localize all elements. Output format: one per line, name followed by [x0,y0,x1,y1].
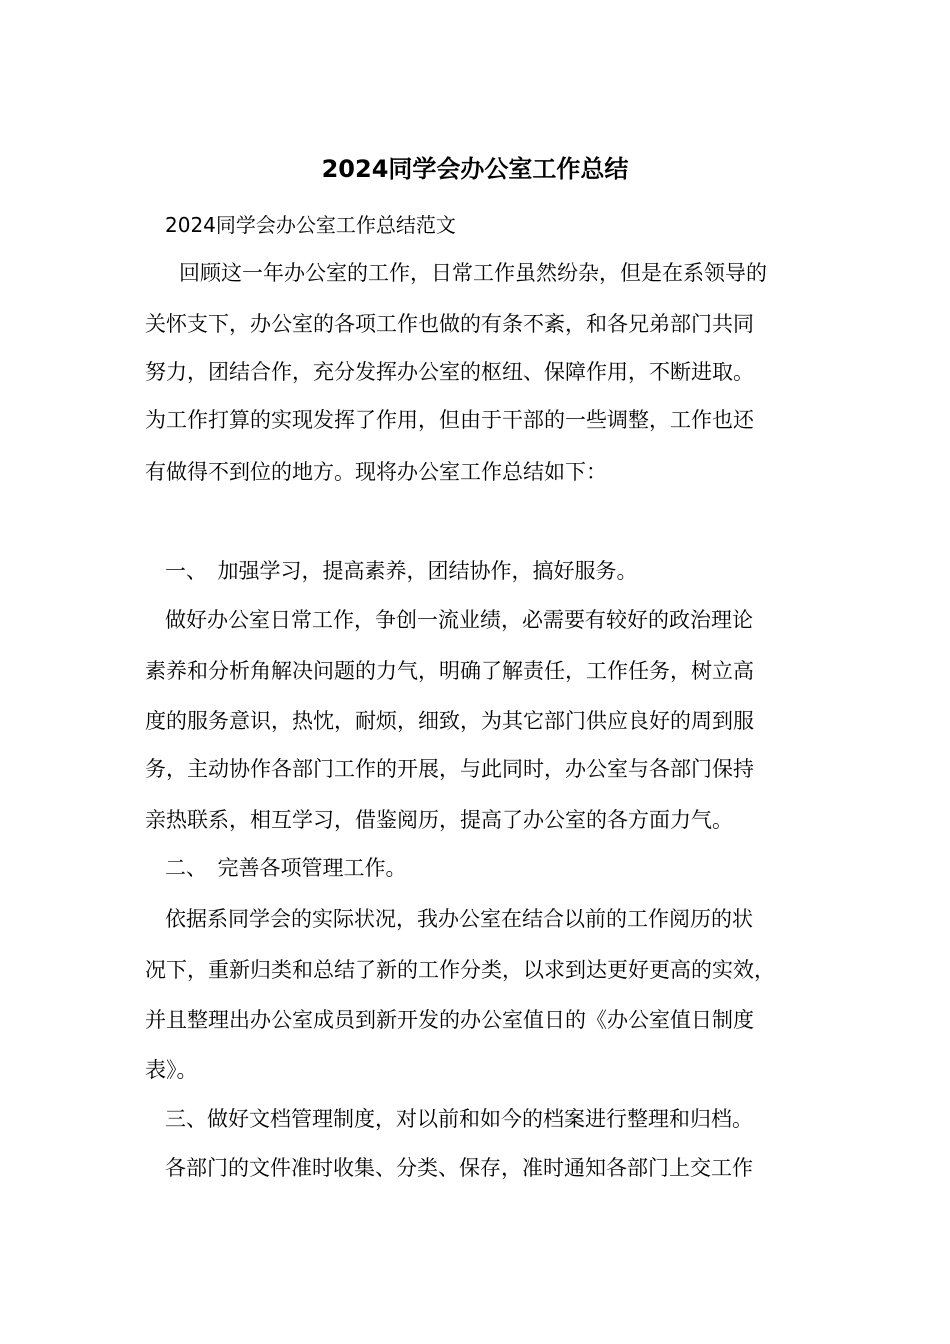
paragraph-line: 务，主动协作各部门工作的开展，与此同时，办公室与各部门保持 [145,757,754,781]
paragraph-line: 为工作打算的实现发挥了作用，但由于干部的一些调整，工作也还 [145,408,754,432]
section-heading-3: 三、做好文档管理制度，对以前和如今的档案进行整理和归档。 [165,1107,753,1131]
paragraph-line: 素养和分析角解决问题的力气，明确了解责任，工作任务，树立高 [145,659,754,683]
paragraph-line: 努力，团结合作，充分发挥办公室的枢纽、保障作用，不断进取。 [145,360,754,384]
paragraph-line: 亲热联系，相互学习，借鉴阅历，提高了办公室的各方面力气。 [145,808,733,832]
paragraph-line: 度的服务意识，热忱，耐烦，细致，为其它部门供应良好的周到服 [145,709,754,733]
paragraph-line: 并且整理出办公室成员到新开发的办公室值日的《办公室值日制度 [145,1008,754,1032]
section-heading-1: 一、 加强学习，提高素养，团结协作，搞好服务。 [165,559,638,583]
paragraph-line: 各部门的文件准时收集、分类、保存，准时通知各部门上交工作 [165,1156,753,1180]
section-heading-2: 二、 完善各项管理工作。 [165,856,407,880]
paragraph-line: 表》。 [145,1058,198,1082]
paragraph-line: 况下，重新归类和总结了新的工作分类，以求到达更好更高的实效， [145,958,775,982]
document-title: 2024同学会办公室工作总结 [321,155,629,183]
paragraph-line: 有做得不到位的地方。现将办公室工作总结如下： [145,460,607,484]
paragraph-line: 做好办公室日常工作，争创一流业绩，必需要有较好的政治理论 [165,608,753,632]
paragraph-line: 关怀支下，办公室的各项工作也做的有条不紊，和各兄弟部门共同 [145,312,754,336]
paragraph-line: 回顾这一年办公室的工作，日常工作虽然纷杂，但是在系领导的 [158,261,767,285]
document-subtitle: 2024同学会办公室工作总结范文 [165,213,456,237]
paragraph-line: 依据系同学会的实际状况，我办公室在结合以前的工作阅历的状 [165,907,753,931]
